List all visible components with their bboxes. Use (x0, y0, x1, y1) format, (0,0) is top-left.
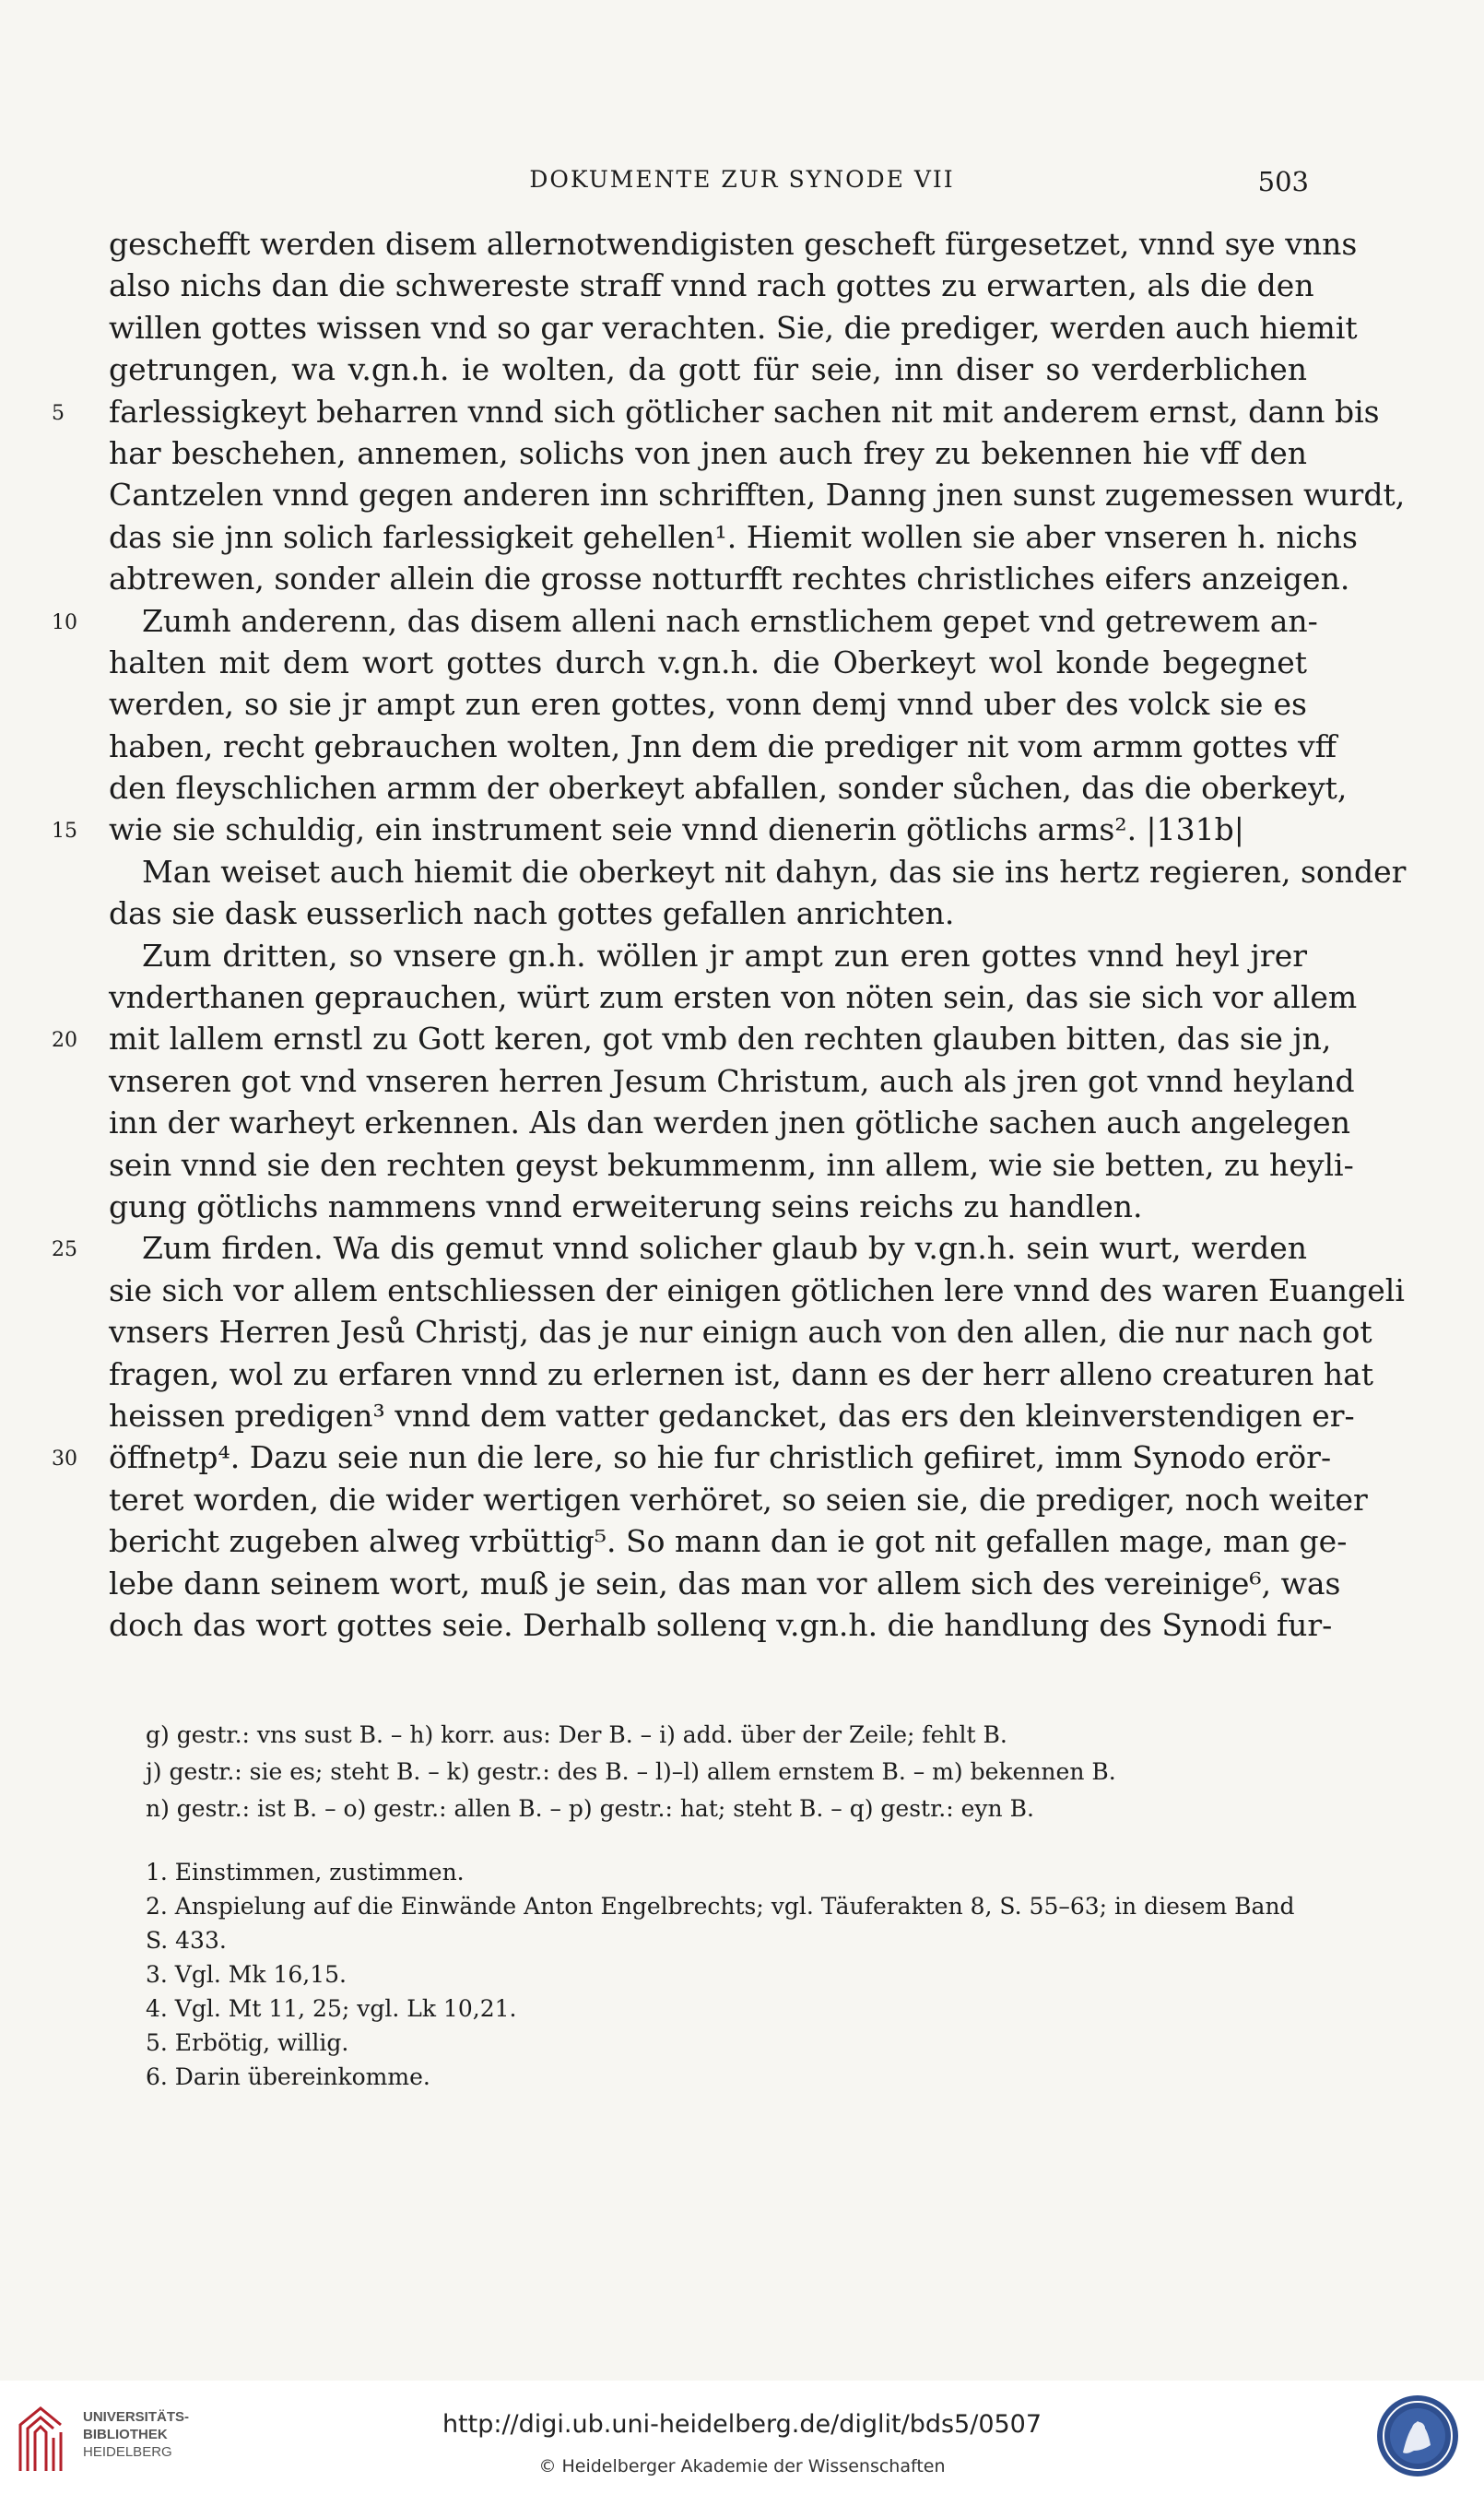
footnote: 3. Vgl. Mk 16,15. (146, 1961, 347, 1988)
permalink-url[interactable]: http://digi.ub.uni-heidelberg.de/diglit/bds5/0507 (442, 2410, 1042, 2439)
library-name-line-2: BIBLIOTHEK (83, 2427, 168, 2442)
library-name-line-3: HEIDELBERG (83, 2444, 172, 2460)
line-text: getrungen, wa v.gn.h. ie wolten, da gott für seie, inn diser so verderblichen (109, 351, 1307, 388)
line-text: Zum ﬁrden. Wa dis gemut vnnd solicher glaub by v.gn.h. sein wurt, werden (142, 1230, 1307, 1267)
line-text: halten mit dem wort gottes durch v.gn.h. die Oberkeyt wol konde begegnet (109, 644, 1307, 680)
line-text: heissen predigen³ vnnd dem vatter gedancket, das ers den kleinverstendigen er- (109, 1397, 1355, 1434)
text-line (109, 307, 1358, 349)
line-number: 5 (52, 401, 65, 425)
text-line (109, 1395, 1355, 1436)
text-line (109, 1144, 1354, 1186)
text-line (52, 1227, 1307, 1269)
text-line (52, 1436, 1332, 1478)
line-text: teret worden, die wider wertigen verhöret, so seien sie, die prediger, noch weiter (109, 1481, 1368, 1518)
viewer-footer (0, 2381, 1484, 2494)
text-line (109, 516, 1358, 558)
line-number: 15 (52, 820, 77, 844)
text-line (109, 1604, 1333, 1646)
apparatus-entry: j) gestr.: sie es; steht B. – k) gestr.: des B. – l)–l) allem ernstem B. – m) bekennen B. (146, 1758, 1116, 1785)
running-head (0, 166, 1484, 203)
line-text: doch das wort gottes seie. Derhalb sollenq v.gn.h. die handlung des Synodi fur- (109, 1606, 1333, 1643)
text-line (109, 935, 1307, 976)
text-line (109, 1520, 1348, 1562)
text-line (109, 851, 1407, 892)
line-text: also nichs dan die schwereste straﬀ vnnd rach gottes zu erwarten, als die den (109, 267, 1314, 304)
text-line (109, 767, 1348, 809)
text-line (109, 474, 1406, 515)
text-line (109, 892, 1307, 934)
text-line (109, 1311, 1372, 1353)
line-text: öﬀnetp⁴. Dazu seie nun die lere, so hie fur christlich geﬁiret, imm Synodo erör- (109, 1439, 1332, 1476)
text-line (109, 1479, 1368, 1520)
footnotes (109, 1855, 1307, 2094)
text-line (109, 223, 1358, 265)
line-text: das sie jnn solich farlessigkeit gehellen¹. Hiemit wollen sie aber vnseren h. nichs (109, 518, 1358, 555)
line-number: 25 (52, 1238, 77, 1262)
footnote: 1. Einstimmen, zustimmen. (146, 1859, 465, 1885)
text-line (109, 642, 1307, 683)
line-text: mit lallem ernstl zu Gott keren, got vmb den rechten glauben bitten, das sie jn, (109, 1021, 1332, 1058)
line-text: vnsers Herren Jesů Christj, das je nur einign auch von den allen, die nur nach got (109, 1314, 1372, 1351)
footnote: 4. Vgl. Mt 11, 25; vgl. Lk 10,21. (146, 1995, 517, 2022)
footnote: 6. Darin übereinkomme. (146, 2063, 430, 2090)
text-line (109, 558, 1350, 599)
line-text: vnseren got vnd vnseren herren Jesum Christum, auch als jren got vnnd heyland (109, 1062, 1355, 1099)
text-line (109, 1270, 1405, 1311)
text-line (109, 683, 1307, 725)
apparatus-entry: g) gestr.: vns sust B. – h) korr. aus: Der B. – i) add. über der Zeile; fehlt B. (146, 1721, 1007, 1748)
line-text: Man weiset auch hiemit die oberkeyt nit dahyn, das sie ins hertz regieren, sonder (142, 853, 1407, 890)
footnote: 2. Anspielung auf die Einwände Anton Engelbrechts; vgl. Täuferakten 8, S. 55–63; in diesem Band S. 433. (146, 1893, 1295, 1954)
line-text: fragen, wol zu erfaren vnnd zu erlernen ist, dann es der herr alleno creaturen hat (109, 1355, 1374, 1392)
line-text: sie sich vor allem entschliessen der einigen götlichen lere vnnd des waren Euangeli (109, 1271, 1405, 1308)
line-text: Cantzelen vnnd gegen anderen inn schriﬀten, Danng jnen sunst zugemessen wurdt, (109, 477, 1406, 514)
apparatus-entry: n) gestr.: ist B. – o) gestr.: allen B. – p) gestr.: hat; steht B. – q) gestr.: eyn B. (146, 1795, 1034, 1822)
line-text: das sie dask eusserlich nach gottes gefallen anrichten. (109, 895, 955, 932)
line-text: gescheﬀt werden disem allernotwendigisten gescheft fürgesetzet, vnnd sye vnns (109, 226, 1358, 262)
page-number: 503 (1257, 166, 1309, 197)
text-line (52, 809, 1307, 850)
line-text: abtrewen, sonder allein die grosse notturﬀt rechtes christliches eifers anzeigen. (109, 561, 1350, 597)
critical-apparatus (146, 1717, 1307, 1827)
library-name-line-1: UNIVERSITÄTS- (83, 2409, 190, 2425)
line-number: 10 (52, 610, 77, 634)
text-line (52, 391, 1380, 432)
text-line (109, 1353, 1374, 1395)
academy-seal-icon[interactable] (1375, 2394, 1460, 2478)
line-text: Zumh anderenn, das disem alleni nach ernstlichem gepet vnd getrewem an- (142, 602, 1318, 639)
text-line (109, 1186, 1307, 1227)
line-text: den ﬂeyschlichen armm der oberkeyt abfallen, sonder sůchen, das die oberkeyt, (109, 770, 1348, 807)
line-text: wie sie schuldig, ein instrument seie vnnd dienerin götlichs arms². |131b| (109, 811, 1244, 848)
text-line (109, 432, 1307, 474)
line-text: lebe dann seinem wort, muß je sein, das man vor allem sich des vereinige⁶, was (109, 1565, 1341, 1602)
text-line (109, 1102, 1350, 1143)
line-number: 30 (52, 1448, 77, 1472)
line-text: sein vnnd sie den rechten geyst bekummenm, inn allem, wie sie betten, zu heyli- (109, 1146, 1354, 1183)
line-text: willen gottes wissen vnd so gar verachten. Sie, die prediger, werden auch hiemit (109, 309, 1358, 346)
line-text: farlessigkeyt beharren vnnd sich götlicher sachen nit mit anderem ernst, dann bis (109, 393, 1380, 430)
footnote: 5. Erbötig, willig. (146, 2029, 349, 2056)
running-title: DOKUMENTE ZUR SYNODE VII (529, 166, 955, 193)
copyright-notice: © Heidelberger Akademie der Wissenschaften (538, 2456, 946, 2476)
line-number: 20 (52, 1029, 77, 1053)
line-text: gung götlichs nammens vnnd erweiterung seins reichs zu handlen. (109, 1188, 1143, 1224)
text-line (109, 349, 1307, 390)
text-line (109, 1563, 1341, 1604)
body-text (52, 223, 1407, 1646)
line-text: werden, so sie jr ampt zun eren gottes, vonn demj vnnd uber des volck sie es (109, 686, 1307, 723)
line-text: bericht zugeben alweg vrbüttig⁵. So mann dan ie got nit gefallen mage, man ge- (109, 1523, 1348, 1560)
line-text: Zum dritten, so vnsere gn.h. wöllen jr ampt zun eren gottes vnnd heyl jrer (142, 937, 1307, 974)
line-text: har beschehen, annemen, solichs von jnen auch frey zu bekennen hie vﬀ den (109, 434, 1307, 471)
text-line (109, 265, 1314, 306)
text-line (52, 1018, 1332, 1059)
text-line (52, 600, 1318, 642)
line-text: haben, recht gebrauchen wolten, Jnn dem die prediger nit vom armm gottes vﬀ (109, 727, 1337, 764)
text-line (109, 726, 1337, 767)
line-text: inn der warheyt erkennen. Als dan werden jnen götliche sachen auch angelegen (109, 1105, 1350, 1141)
line-text: vnderthanen geprauchen, würt zum ersten von nöten sein, das sie sich vor allem (109, 979, 1358, 1016)
text-line (109, 976, 1358, 1018)
text-line (109, 1060, 1355, 1102)
